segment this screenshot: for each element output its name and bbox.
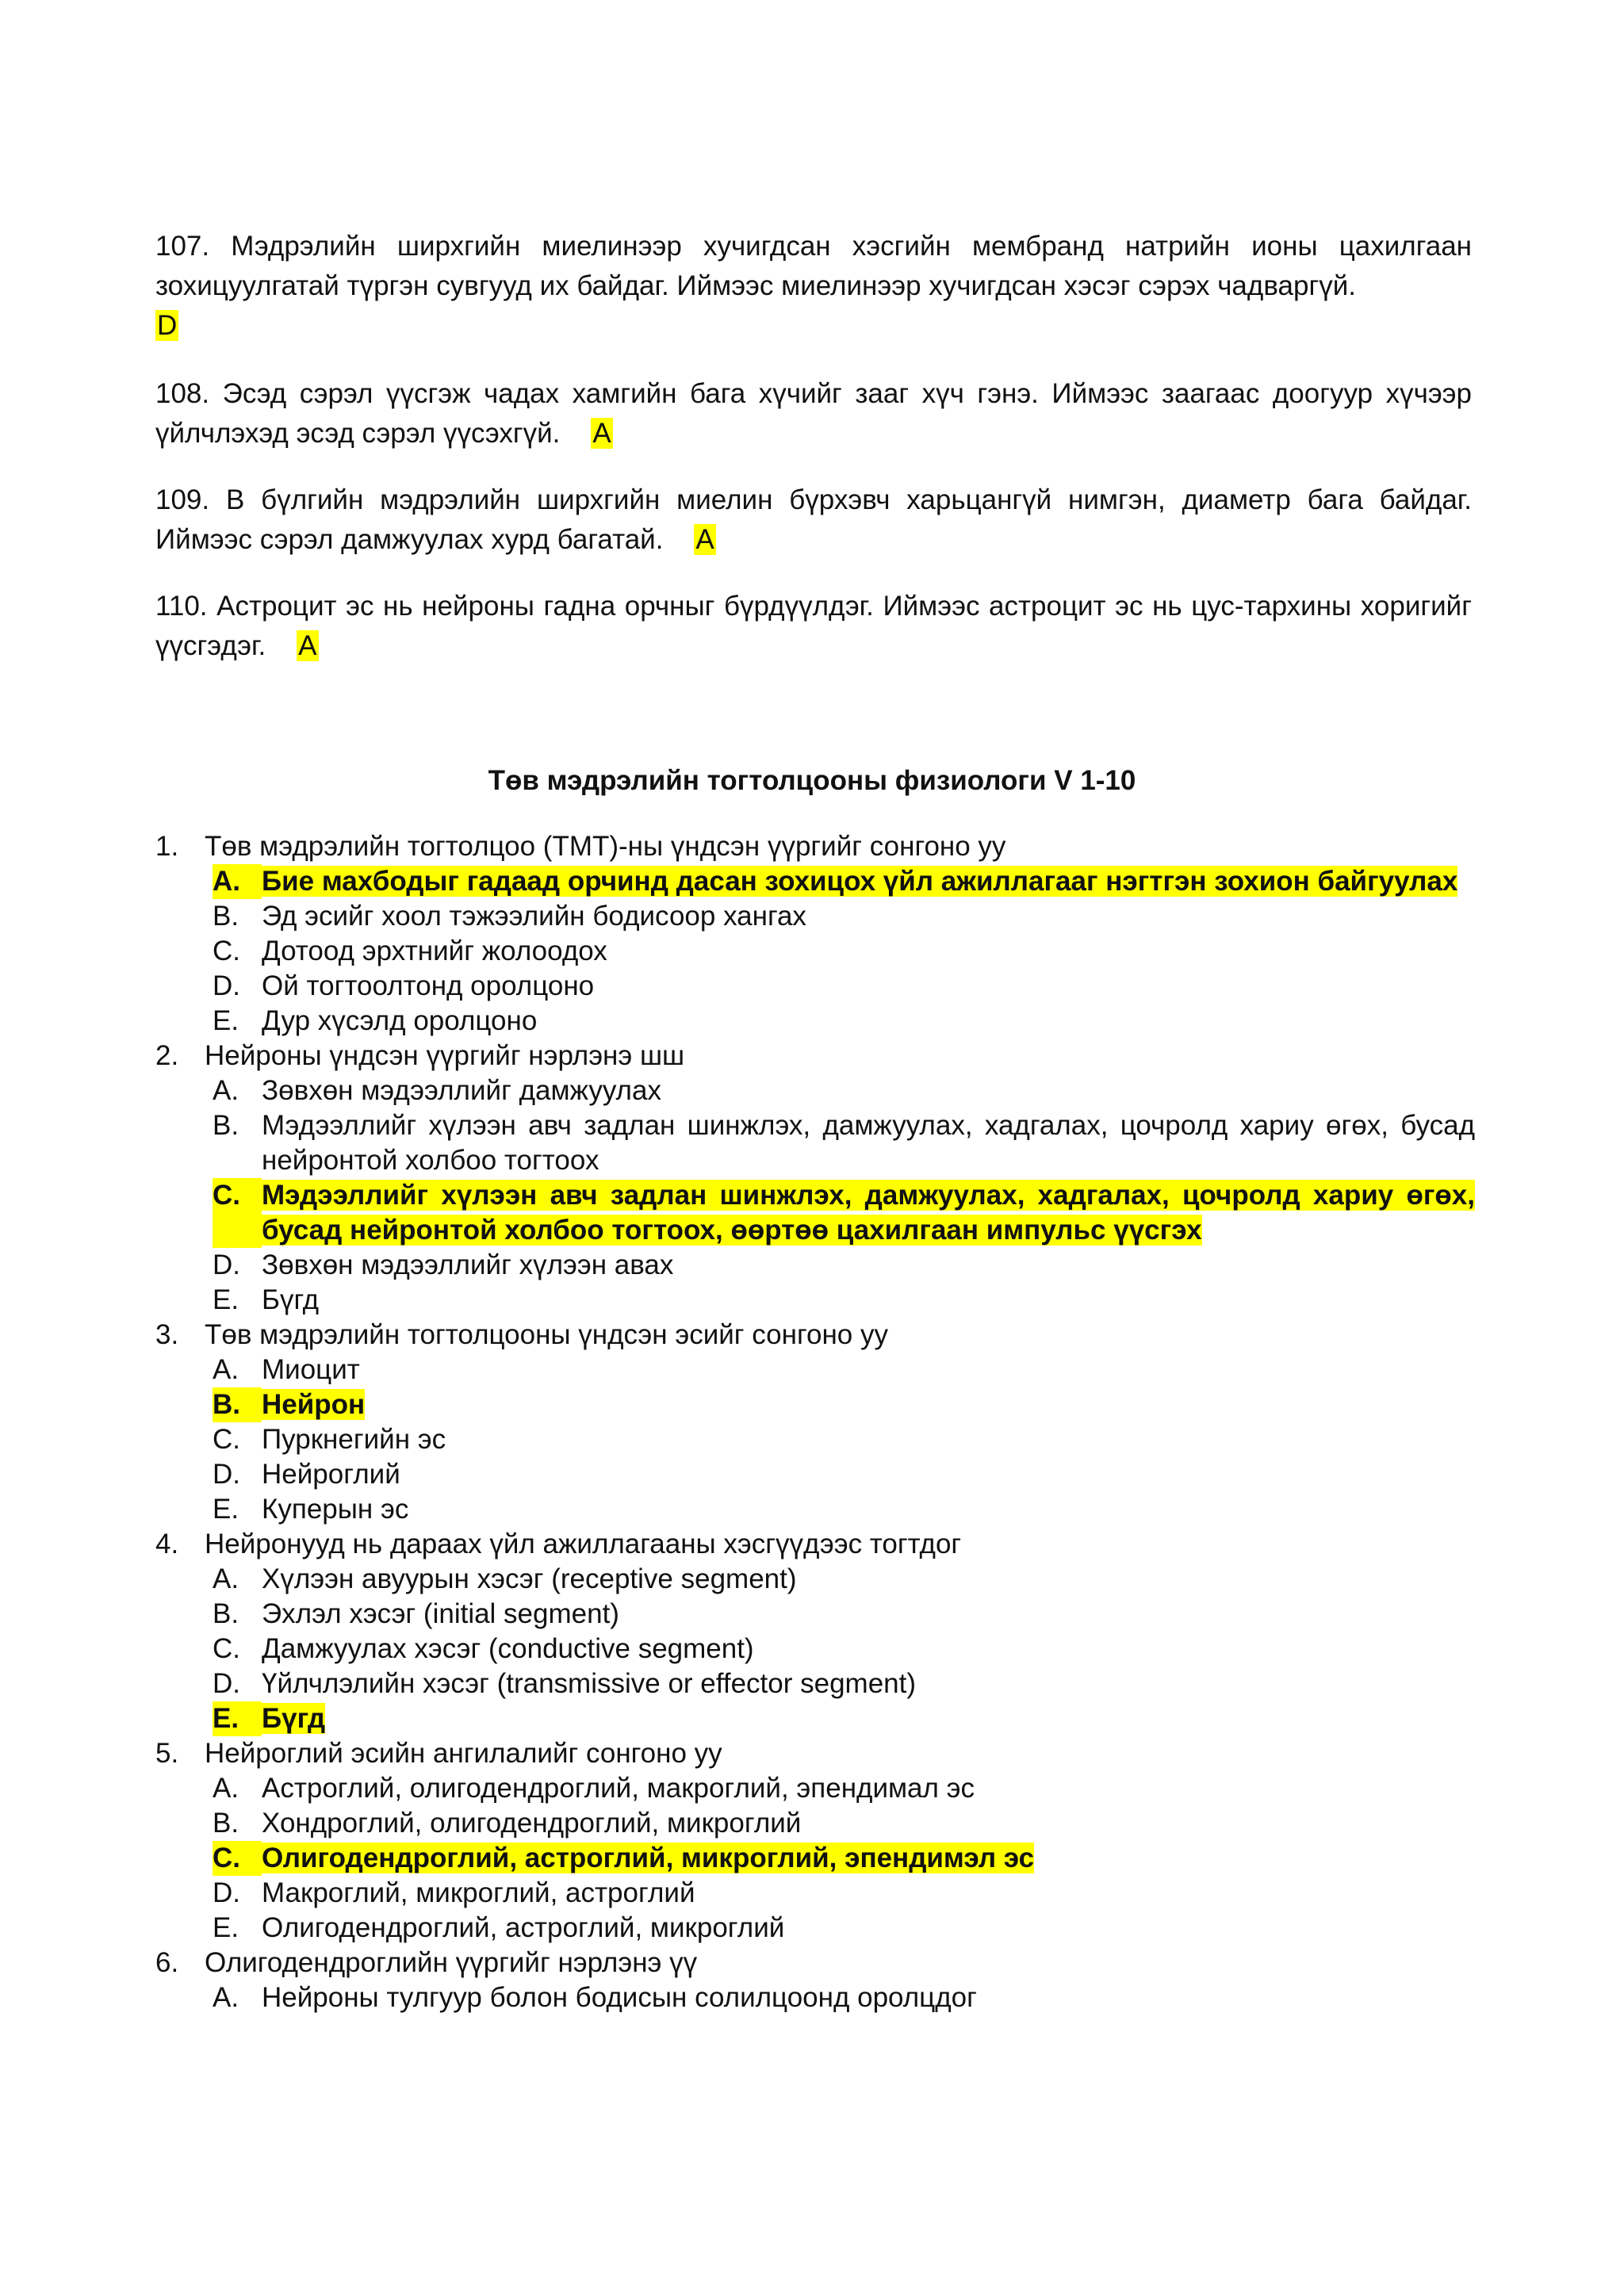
paragraph-number: 108.: [155, 378, 210, 409]
option-letter: C.: [213, 1424, 240, 1455]
question-number: 3.: [155, 1319, 179, 1350]
answer-key: A: [695, 524, 714, 555]
answer-option: [213, 1073, 1475, 1108]
option-letter: C.: [213, 936, 240, 966]
answer-option: [213, 969, 1475, 1004]
option-text: Нейроглий: [262, 1459, 400, 1490]
option-text: Бүгд: [262, 1284, 320, 1315]
option-letter: C.: [213, 1841, 262, 1876]
paragraph-108: [155, 374, 1472, 453]
option-text: Пуркнегийн эс: [262, 1424, 446, 1455]
answer-option: [213, 1457, 1475, 1492]
question-item: [155, 1039, 1475, 1073]
answer-option: [213, 1597, 1475, 1632]
option-text: Нейроны тулгуур болон бодисын солилцоонд оролцдог: [262, 1982, 977, 2013]
option-text: Үйлчлэлийн хэсэг (transmissive or effector segment): [262, 1668, 917, 1699]
answer-option: [213, 1806, 1475, 1841]
answer-option: [213, 1004, 1475, 1039]
option-text: Бие махбодыг гадаад орчинд дасан зохицох үйл ажиллагааг нэгтгэн зохион байгуулах: [262, 866, 1458, 897]
option-text: Ой тогтоолтонд оролцоно: [262, 970, 595, 1001]
paragraph-text: Мэдрэлийн ширхгийн миелинээр хучигдсан хэсгийн мембранд натрийн ионы цахилгаан зохицуулгатай түргэн сувгууд их байдаг. Иймээс миелинээр хучигдсан хэсэг сэрэх чадваргүй.: [155, 231, 1472, 301]
answer-option: [213, 1562, 1475, 1597]
option-letter: D.: [213, 1459, 240, 1490]
option-letter: E.: [213, 1284, 239, 1315]
option-letter: A.: [213, 1354, 239, 1385]
question-item: [155, 829, 1475, 864]
option-letter: E.: [213, 1701, 262, 1736]
correct-option: [213, 1701, 1475, 1736]
option-text: Бүгд: [262, 1703, 326, 1734]
answer-option: [213, 1248, 1475, 1283]
option-letter: B.: [213, 1110, 239, 1141]
answer-option: [213, 899, 1475, 934]
option-text: Хондроглий, олигодендроглий, микроглий: [262, 1808, 802, 1839]
paragraph-number: 110.: [155, 591, 208, 622]
paragraph-text: В бүлгийн мэдрэлийн ширхгийн миелин бүрхэвч харьцангүй нимгэн, диаметр бага байдаг. Иймээс сэрэл дамжуулах хурд багатай.: [155, 484, 1473, 555]
option-letter: D.: [213, 1668, 240, 1699]
option-letter: C.: [213, 1633, 240, 1664]
answer-option: [213, 1353, 1475, 1387]
paragraph-number: 109.: [155, 484, 210, 515]
option-letter: A.: [213, 1982, 239, 2013]
paragraph-107: [155, 227, 1472, 346]
paragraph-number: 107.: [155, 231, 210, 262]
option-letter: A.: [213, 1563, 239, 1594]
answer-option: [213, 1422, 1475, 1457]
paragraph-text: Эсэд сэрэл үүсгэж чадах хамгийн бага хүчийг зааг хүч гэнэ. Иймээс заагаас доогуур хүчээр үйлчлэхэд эсэд сэрэл үүсэхгүй.: [155, 378, 1472, 449]
option-letter: E.: [213, 1005, 239, 1036]
correct-option: [213, 1387, 1475, 1422]
option-letter: D.: [213, 970, 240, 1001]
question-item: [155, 1527, 1475, 1562]
option-letter: E.: [213, 1912, 239, 1943]
answer-key: D: [157, 310, 178, 341]
question-number: 2.: [155, 1040, 179, 1071]
answer-option: [213, 1980, 1475, 2015]
paragraph-text: Астроцит эс нь нейроны гадна орчныг бүрдүүлдэг. Иймээс астроцит эс нь цус-тархины хоригийг үүсгэдэг.: [155, 591, 1473, 661]
question-text: Төв мэдрэлийн тогтолцоо (ТМТ)-ны үндсэн үүргийг сонгоно уу: [205, 831, 1006, 862]
question-number: 1.: [155, 831, 179, 862]
question-item: [155, 1736, 1475, 1771]
answer-key: A: [298, 630, 317, 661]
question-text: Төв мэдрэлийн тогтолцооны үндсэн эсийг сонгоно уу: [205, 1319, 888, 1350]
option-text: Эд эсийг хоол тэжээлийн бодисоор хангах: [262, 901, 806, 932]
answer-option: [213, 1108, 1475, 1178]
answer-option: [213, 1911, 1475, 1946]
option-text: Мэдээллийг хүлээн авч задлан шинжлэх, дамжуулах, хадгалах, цочролд хариу өгөх, бусад нейронтой холбоо тогтоох, өөртөө цахилгаан импульс үүсгэх: [262, 1180, 1475, 1246]
option-text: Миоцит: [262, 1354, 360, 1385]
paragraph-109: [155, 480, 1472, 560]
option-letter: C.: [213, 1178, 262, 1248]
option-letter: A.: [213, 864, 262, 899]
question-item: [155, 1318, 1475, 1353]
answer-key: A: [592, 418, 611, 449]
option-letter: B.: [213, 1598, 239, 1629]
option-text: Олигодендроглий, астроглий, микроглий, эпендимэл эс: [262, 1843, 1035, 1873]
question-text: Олигодендроглийн үүргийг нэрлэнэ үү: [205, 1947, 698, 1978]
option-letter: A.: [213, 1773, 239, 1804]
option-text: Хүлээн авуурын хэсэг (receptive segment): [262, 1563, 797, 1594]
question-list: [155, 829, 1475, 2015]
option-letter: D.: [213, 1877, 240, 1908]
correct-option: [213, 864, 1475, 899]
option-text: Олигодендроглий, астроглий, микроглий: [262, 1912, 785, 1943]
answer-option: [213, 934, 1475, 969]
option-text: Астроглий, олигодендроглий, макроглий, эпендимал эс: [262, 1773, 975, 1804]
paragraph-110: [155, 587, 1472, 666]
section-title: Төв мэдрэлийн тогтолцооны физиологи V 1-10: [488, 765, 1136, 796]
answer-option: [213, 1632, 1475, 1667]
answer-option: [213, 1667, 1475, 1701]
question-number: 4.: [155, 1529, 179, 1559]
option-text: Зөвхөн мэдээллийг дамжуулах: [262, 1075, 661, 1106]
option-text: Нейрон: [262, 1389, 366, 1420]
answer-option: [213, 1771, 1475, 1806]
option-letter: D.: [213, 1249, 240, 1280]
answer-option: [213, 1283, 1475, 1318]
option-letter: B.: [213, 1387, 262, 1422]
option-text: Дамжуулах хэсэг (conductive segment): [262, 1633, 754, 1664]
correct-option: [213, 1841, 1475, 1876]
option-letter: E.: [213, 1494, 239, 1525]
question-text: Нейроны үндсэн үүргийг нэрлэнэ шш: [205, 1040, 685, 1071]
question-text: Нейроглий эсийн ангилалийг сонгоно уу: [205, 1738, 722, 1769]
option-text: Макроглий, микроглий, астроглий: [262, 1877, 695, 1908]
option-letter: B.: [213, 1808, 239, 1839]
option-letter: A.: [213, 1075, 239, 1106]
option-text: Дотоод эрхтнийг жолоодох: [262, 936, 607, 966]
question-item: [155, 1946, 1475, 1980]
answer-option: [213, 1876, 1475, 1911]
option-text: Эхлэл хэсэг (initial segment): [262, 1598, 619, 1629]
correct-option: [213, 1178, 1475, 1248]
answer-option: [213, 1492, 1475, 1527]
option-letter: B.: [213, 901, 239, 932]
question-number: 6.: [155, 1947, 179, 1978]
option-text: Куперын эс: [262, 1494, 409, 1525]
question-number: 5.: [155, 1738, 179, 1769]
option-text: Зөвхөн мэдээллийг хүлээн авах: [262, 1249, 674, 1280]
option-text: Дур хүсэлд оролцоно: [262, 1005, 538, 1036]
option-text: Мэдээллийг хүлээн авч задлан шинжлэх, дамжуулах, хадгалах, цочролд хариу өгөх, бусад нейронтой холбоо тогтоох: [262, 1110, 1475, 1176]
question-text: Нейронууд нь дараах үйл ажиллагааны хэсгүүдээс тогтдог: [205, 1529, 962, 1559]
